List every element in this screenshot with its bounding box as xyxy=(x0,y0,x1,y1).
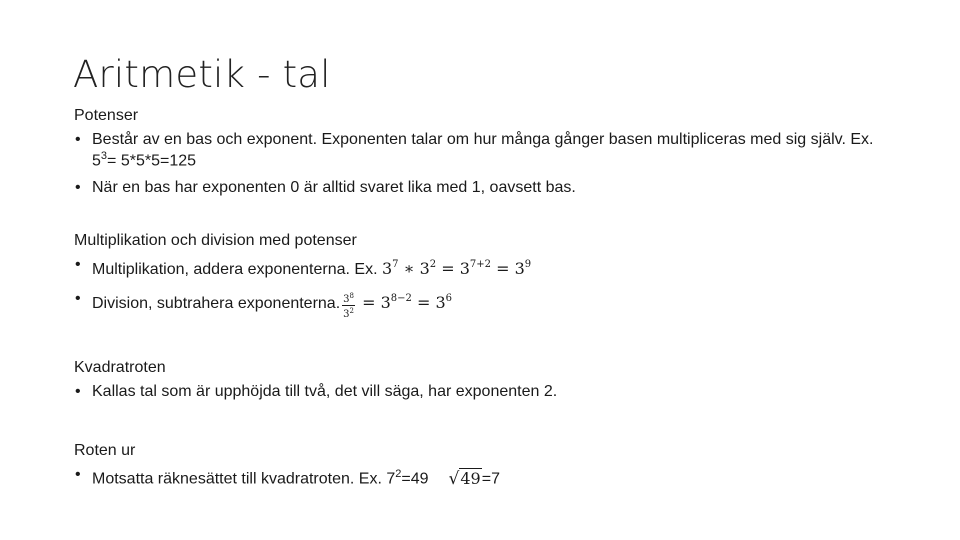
bullet-text: Multiplikation, addera exponenterna. Ex. xyxy=(92,261,382,279)
slide-content xyxy=(74,106,894,487)
fraction-numerator xyxy=(342,291,355,306)
math-result: =49 xyxy=(401,470,429,488)
list-item xyxy=(74,466,894,489)
list-item xyxy=(74,257,894,277)
math-exponent: 7 xyxy=(392,259,399,271)
section-multiplikation-division xyxy=(74,231,894,320)
radical-sign-icon: √ xyxy=(448,468,460,489)
math-exponent: 6 xyxy=(445,293,453,305)
math-exponent: 7+2 xyxy=(469,259,491,271)
math-fraction xyxy=(342,291,355,320)
bullet-list xyxy=(74,466,894,489)
math-base: 3 xyxy=(343,309,350,321)
math-base: 3 xyxy=(514,259,525,279)
math-expression xyxy=(357,293,452,312)
math-result: =7 xyxy=(481,470,500,488)
bullet-text: När en bas har exponenten 0 är alltid svaret lika med 1, oavsett bas. xyxy=(92,179,576,197)
section-heading: Kvadratroten xyxy=(74,359,166,377)
math-exponent: 8 xyxy=(349,292,354,301)
bullet-icon: • xyxy=(75,383,81,401)
bullet-icon: • xyxy=(75,179,81,197)
bullet-icon: • xyxy=(75,466,81,484)
math-operator: ∗ xyxy=(398,259,420,279)
list-item xyxy=(74,180,894,195)
math-operator: = xyxy=(357,293,381,313)
math-base: 3 xyxy=(459,259,470,279)
section-heading: Potenser xyxy=(74,107,139,124)
math-operator: = xyxy=(436,259,460,279)
section-heading: Roten ur xyxy=(74,442,136,460)
math-exponent: 2 xyxy=(349,307,354,316)
math-expression xyxy=(382,259,531,278)
math-exponent: 8−2 xyxy=(390,293,412,305)
math-exponent: 2 xyxy=(395,468,402,481)
bullet-text: Division, subtrahera exponenterna. xyxy=(92,295,341,313)
list-item xyxy=(74,291,894,320)
list-item xyxy=(74,384,894,399)
section-kvadratroten xyxy=(74,358,894,399)
bullet-list xyxy=(74,132,894,195)
bullet-icon: • xyxy=(75,256,81,274)
exponent: 3 xyxy=(100,150,108,162)
math-exponent: 9 xyxy=(524,259,532,271)
square-root xyxy=(448,468,482,489)
math-base: 3 xyxy=(419,259,430,279)
math-operator: = xyxy=(411,293,436,313)
section-roten-ur xyxy=(74,441,894,489)
math-base: 3 xyxy=(435,293,446,313)
bullet-list xyxy=(74,384,894,399)
math-operator: = xyxy=(491,259,515,279)
math-base: 3 xyxy=(343,294,350,306)
bullet-text: = 5*5*5=125 xyxy=(107,152,197,170)
section-potenser xyxy=(74,106,894,195)
bullet-list xyxy=(74,257,894,320)
list-item xyxy=(74,132,892,169)
radicand: 49 xyxy=(460,468,481,488)
math-base: 3 xyxy=(381,259,393,279)
bullet-text: Består av en bas och exponent. Exponenten talar om hur många gånger basen multipliceras med sig själv. Ex. 5 xyxy=(92,131,874,170)
section-heading: Multiplikation och division med potenser xyxy=(74,232,357,250)
math-base: 3 xyxy=(380,293,391,313)
bullet-text: Kallas tal som är upphöjda till två, det vill säga, har exponenten 2. xyxy=(92,383,558,401)
slide-title: Aritmetik - tal xyxy=(73,53,331,96)
bullet-icon: • xyxy=(75,290,81,308)
math-exponent: 2 xyxy=(429,259,437,271)
bullet-icon: • xyxy=(75,131,81,148)
fraction-denominator xyxy=(342,306,355,320)
math-base: 7 xyxy=(386,470,396,488)
bullet-text: Motsatta räknesättet till kvadratroten. Ex. xyxy=(92,470,387,488)
